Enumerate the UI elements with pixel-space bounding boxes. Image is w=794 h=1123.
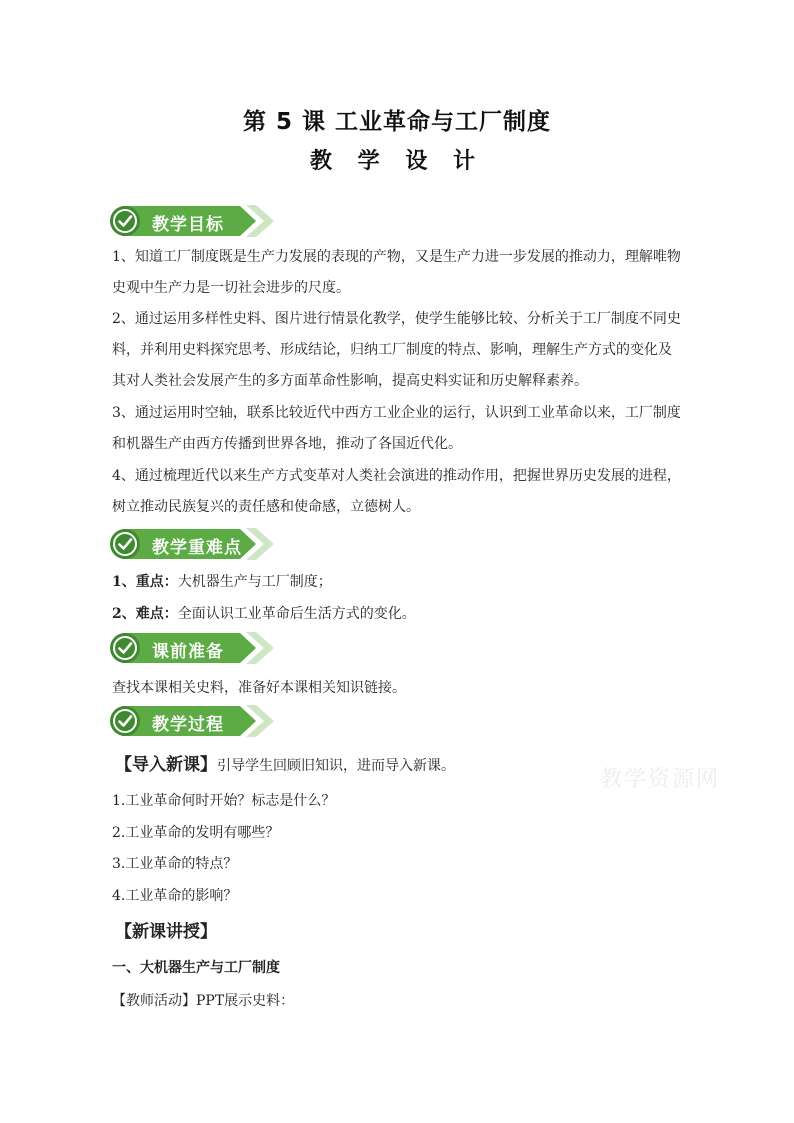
lesson-subtitle: 教 学 设 计	[310, 149, 484, 174]
difficulty-text: 全面认识工业革命后生活方式的变化。	[177, 606, 416, 622]
objective-item-4: 4、通过梳理近代以来生产方式变革对人类社会演进的推动作用，把握世界历史发展的进程，树立推动民族复兴的责任感和使命感，立德树人。	[112, 468, 681, 515]
lesson-title: 第 5 课 工业革命与工厂制度	[242, 109, 552, 135]
watermark: 教学资源网	[600, 767, 721, 792]
teacher-activity: 【教师活动】PPT展示史料：	[112, 993, 295, 1009]
objective-item-3: 3、通过运用时空轴，联系比较近代中西方工业企业的运行，认识到工业革命以来，工厂制度和机器生产由西方传播到世界各地，推动了各国近代化。	[112, 405, 681, 452]
question-item-1: 1.工业革命何时开始？标志是什么？	[112, 793, 336, 809]
new-lesson-heading: 【新课讲授】	[115, 922, 217, 942]
subsection-title	[112, 957, 280, 977]
intro-heading	[115, 750, 455, 775]
preparation-text: 查找本课相关史料，准备好本课相关知识链接。	[112, 680, 406, 696]
intro-text: 引导学生回顾旧知识，进而导入新课。	[217, 758, 455, 774]
focus-point	[112, 571, 332, 591]
focus-text: 大机器生产与工厂制度；	[177, 574, 332, 590]
section-title-preparation: 课前准备	[152, 642, 224, 662]
section-header-key-points	[108, 526, 278, 562]
question-item-2: 2.工业革命的发明有哪些？	[112, 825, 280, 841]
section-title-process: 教学过程	[152, 715, 224, 735]
section-title-objectives: 教学目标	[152, 215, 224, 235]
difficulty-point	[112, 603, 416, 623]
section-header-process	[108, 703, 278, 739]
question-item-3: 3.工业革命的特点？	[112, 856, 238, 872]
intro-label: 【导入新课】	[115, 755, 217, 775]
focus-label: 1、重点：	[112, 574, 178, 590]
difficulty-label: 2、难点：	[112, 606, 178, 622]
question-item-4: 4.工业革命的影响？	[112, 888, 238, 904]
objective-item-2: 2、通过运用多样性史料、图片进行情景化教学，使学生能够比较、分析关于工厂制度不同史料，并利用史料探究思考、形成结论，归纳工厂制度的特点、影响，理解生产方式的变化及其对人类社会发展产生的多方面革命性影响，提高史料实证和历史解释素养。	[112, 311, 681, 389]
section-header-objectives	[108, 203, 278, 239]
subsection-title-text: 一、大机器生产与工厂制度	[112, 960, 280, 976]
objective-item-1: 1、知道工厂制度既是生产力发展的表现的产物，又是生产力进一步发展的推动力，理解唯物史观中生产力是一切社会进步的尺度。	[112, 249, 681, 296]
section-title-key-points: 教学重难点	[152, 538, 242, 558]
section-header-preparation	[108, 630, 278, 666]
